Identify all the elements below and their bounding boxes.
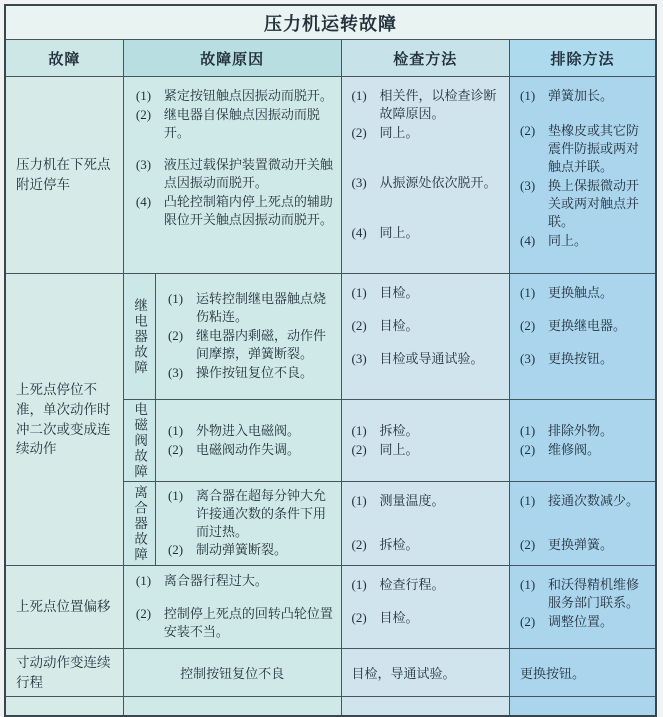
list-item [520, 576, 651, 612]
item-number: (1) [351, 493, 367, 508]
list-item [520, 350, 651, 368]
list-item [352, 124, 506, 142]
item-number: (1) [520, 422, 536, 438]
item-text: 弹簧加长。 [548, 88, 614, 103]
item-number: (3) [351, 174, 367, 190]
item-text: 拆检。 [379, 536, 419, 552]
item-text: 更换继电器。 [548, 317, 627, 333]
cause-list-relay [155, 274, 341, 400]
item-number: (3) [520, 350, 536, 366]
fix-list-valve [510, 400, 656, 482]
item-text: 换上保振微动开关或两对触点并联。 [548, 177, 640, 229]
sub-fault-valve-label: 电磁阀故障 [132, 401, 148, 480]
list-item [352, 174, 506, 192]
list-item [352, 422, 506, 440]
list-item [168, 441, 337, 459]
cutoff-cell [341, 697, 510, 717]
sub-fault-valve [123, 400, 155, 482]
item-number: (2) [167, 441, 184, 457]
item-number: (2) [520, 536, 536, 552]
list-item [352, 576, 506, 594]
item-text: 制动弹簧断裂。 [195, 542, 287, 558]
item-text: 目检。 [379, 609, 419, 625]
item-number: (1) [520, 493, 536, 508]
fix-list-r3 [510, 566, 656, 649]
check-list-r1 [341, 77, 510, 274]
item-text: 更换弹簧。 [548, 536, 614, 552]
item-number: (1) [351, 285, 367, 300]
cause-list-r1 [123, 77, 341, 274]
item-number: (2) [351, 317, 367, 333]
list-item [520, 177, 651, 231]
item-text: 液压过载保护装置微动开关触点因振动而脱开。 [163, 156, 333, 190]
list-item [352, 536, 506, 554]
header-cause: 故障原因 [123, 40, 341, 77]
item-number: (1) [520, 88, 536, 103]
item-number: (2) [167, 328, 184, 344]
list-item [168, 327, 337, 363]
item-text: 检查行程。 [379, 577, 445, 592]
list-item [136, 605, 337, 641]
sub-fault-clutch-label: 离合器故障 [132, 484, 148, 563]
list-item [520, 613, 651, 631]
list-item [352, 350, 506, 368]
list-item [168, 364, 337, 382]
header-fault: 故障 [5, 40, 123, 77]
list-item [136, 193, 337, 229]
item-text: 凸轮控制箱内停上死点的辅助限位开关触点因振动而脱开。 [163, 193, 333, 227]
list-item [136, 106, 337, 142]
item-text: 拆检。 [379, 422, 419, 438]
item-number: (2) [520, 613, 536, 629]
item-number: (2) [351, 536, 367, 552]
header-fix: 排除方法 [510, 40, 656, 77]
list-item [136, 87, 337, 105]
item-text: 紧定按钮触点因振动而脱开。 [163, 88, 333, 103]
item-text: 从振源处依次脱开。 [379, 174, 497, 190]
check-list-r3 [341, 566, 510, 649]
cutoff-row [5, 697, 656, 717]
fix-list-clutch [510, 482, 656, 566]
header-check: 检查方法 [341, 40, 510, 77]
item-number: (1) [351, 577, 367, 592]
item-number: (1) [167, 487, 184, 503]
item-number: (4) [520, 232, 536, 248]
item-number: (2) [351, 441, 367, 457]
item-text: 控制停上死点的回转凸轮位置安装不当。 [163, 606, 333, 639]
item-text: 更换触点。 [548, 285, 614, 300]
list-item [168, 422, 337, 440]
list-item [520, 232, 651, 250]
item-number: (3) [167, 364, 184, 380]
item-text: 同上。 [548, 232, 588, 248]
sub-fault-clutch [123, 482, 155, 566]
item-text: 同上。 [379, 441, 419, 457]
item-text: 调整位置。 [548, 613, 614, 629]
item-number: (1) [351, 422, 367, 438]
sub-fault-relay-label: 继电器故障 [132, 297, 148, 376]
list-item [520, 284, 651, 302]
item-text: 接通次数减少。 [548, 493, 640, 508]
list-item [520, 422, 651, 440]
list-item [520, 492, 651, 510]
list-item [352, 609, 506, 627]
item-number: (1) [520, 577, 536, 592]
item-number: (4) [351, 224, 367, 240]
item-text: 继电器内剩磁，动作件间摩擦，弹簧断裂。 [195, 328, 326, 361]
item-number: (2) [351, 609, 367, 625]
cause-list-valve [155, 400, 341, 482]
item-text: 排除外物。 [548, 422, 614, 438]
item-number: (2) [520, 317, 536, 333]
item-text: 目检。 [379, 285, 419, 300]
press-fault-table [4, 4, 657, 717]
fault-cell-r4: 寸动动作变连续行程 [5, 649, 123, 697]
item-text: 目检。 [379, 317, 419, 333]
item-text: 同上。 [379, 224, 419, 240]
list-item [352, 87, 506, 123]
list-item [520, 441, 651, 459]
item-text: 同上。 [379, 124, 419, 140]
item-number: (2) [520, 441, 536, 457]
cause-list-clutch [155, 482, 341, 566]
item-number: (3) [351, 350, 367, 366]
item-text: 维修阀。 [548, 441, 601, 457]
item-text: 运转控制继电器触点烧伤粘连。 [195, 291, 326, 325]
item-text: 操作按钮复位不良。 [195, 364, 313, 380]
list-item [352, 224, 506, 242]
fix-cell-r4: 更换按钮。 [510, 649, 656, 697]
item-text: 电磁阀动作失调。 [195, 441, 300, 457]
check-cell-r4: 目检，导通试验。 [341, 649, 510, 697]
list-item [136, 572, 337, 590]
fault-cell-r1: 压力机在下死点附近停车 [5, 77, 123, 274]
item-text: 目检或导通试验。 [379, 350, 484, 366]
cutoff-cell [123, 697, 341, 717]
fault-cell-r2: 上死点停位不准，单次动作时冲二次或变成连续动作 [5, 274, 123, 566]
list-item [520, 122, 651, 176]
list-item [520, 536, 651, 554]
check-list-valve [341, 400, 510, 482]
item-number: (2) [351, 124, 367, 140]
item-text: 更换按钮。 [548, 350, 614, 366]
cutoff-cell [510, 697, 656, 717]
list-item [136, 156, 337, 192]
list-item [168, 487, 337, 541]
list-item [352, 317, 506, 335]
list-item [520, 317, 651, 335]
item-number: (1) [167, 422, 184, 438]
cutoff-cell [5, 697, 123, 717]
item-text: 垫橡皮或其它防震件防振或两对触点并联。 [548, 122, 640, 174]
fix-list-r1 [510, 77, 656, 274]
fault-cell-r3: 上死点位置偏移 [5, 566, 123, 649]
table-title: 压力机运转故障 [5, 5, 656, 40]
cause-cell-r4: 控制按钮复位不良 [123, 649, 341, 697]
item-text: 测量温度。 [379, 493, 445, 508]
item-number: (1) [167, 291, 184, 307]
cause-list-r3 [123, 566, 341, 649]
item-number: (2) [135, 106, 152, 122]
list-item [352, 441, 506, 459]
item-number: (4) [135, 193, 152, 209]
list-item [520, 87, 651, 105]
item-text: 离合器行程过大。 [163, 573, 268, 589]
fix-list-relay [510, 274, 656, 400]
item-number: (3) [135, 156, 152, 172]
item-number: (1) [520, 285, 536, 300]
item-number: (1) [351, 88, 367, 103]
list-item [352, 284, 506, 302]
item-text: 继电器自保触点因振动而脱开。 [163, 106, 320, 140]
item-number: (1) [135, 573, 152, 589]
list-item [168, 541, 337, 559]
item-number: (2) [520, 122, 536, 138]
sub-fault-relay [123, 274, 155, 400]
check-list-relay [341, 274, 510, 400]
item-number: (1) [135, 88, 152, 103]
list-item [168, 290, 337, 326]
item-text: 离合器在超每分钟大允许接通次数的条件下用而过热。 [195, 487, 326, 539]
item-text: 和沃得精机维修服务部门联系。 [548, 577, 640, 610]
item-text: 外物进入电磁阀。 [195, 422, 300, 438]
list-item [352, 492, 506, 510]
item-number: (2) [135, 606, 152, 622]
item-number: (3) [520, 177, 536, 193]
item-text: 相关件，以检查诊断故障原因。 [379, 88, 497, 121]
check-list-clutch [341, 482, 510, 566]
item-number: (2) [167, 542, 184, 558]
